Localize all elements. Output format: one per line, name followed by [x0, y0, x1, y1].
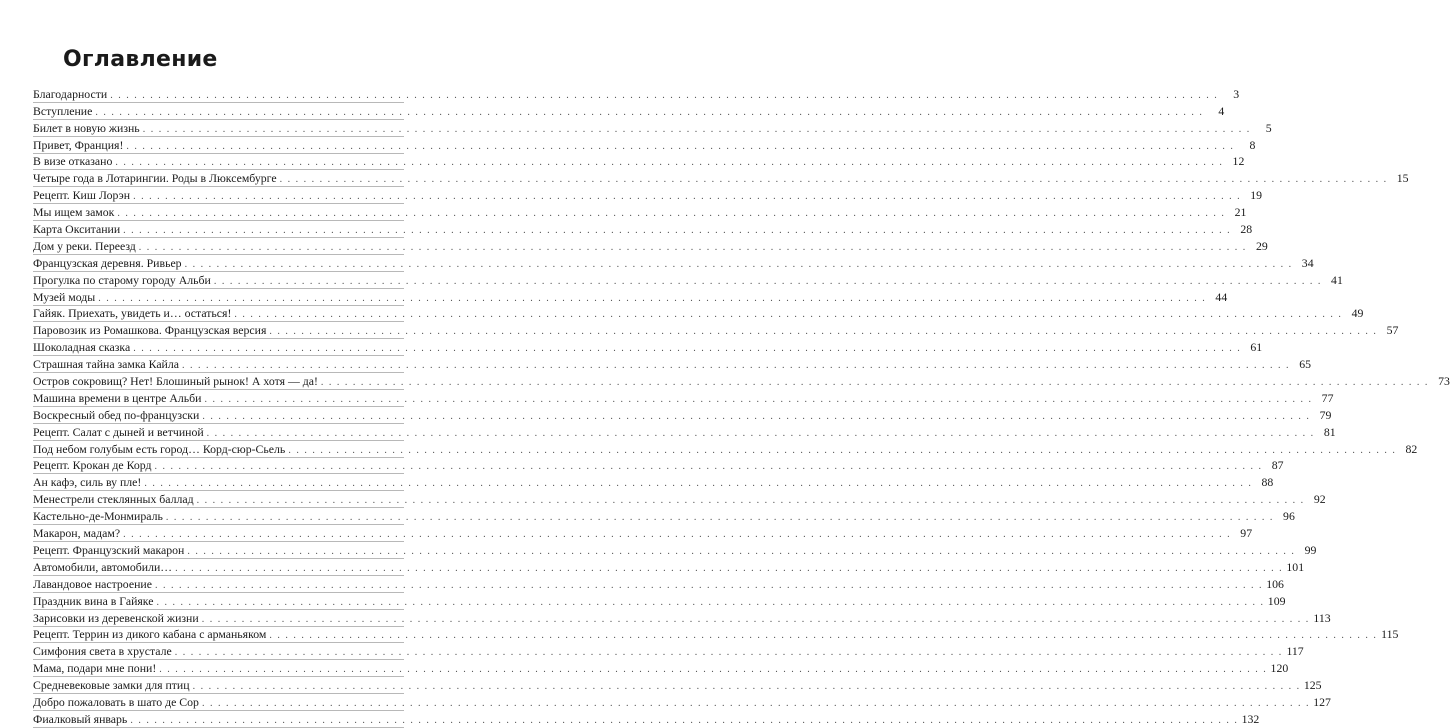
toc-entry-title: Праздник вина в Гайяке: [33, 593, 154, 608]
toc-entry-page: 92: [1313, 492, 1326, 507]
toc-entry-title: Добро пожаловать в шато де Сор: [33, 694, 199, 709]
toc-entry-title: Остров сокровищ? Нет! Блошиный рынок! А хотя — да!: [33, 374, 318, 389]
toc-leader-dots: [126, 140, 1234, 153]
toc-entry-title: Паровозик из Ромашкова. Французская версия: [33, 323, 267, 338]
toc-entry-page: 5: [1265, 120, 1272, 135]
toc-leader-dots: [280, 173, 1388, 186]
toc-leader-dots: [269, 325, 1377, 338]
toc-entry-title: Рецепт. Террин из дикого кабана с арманьяком: [33, 627, 267, 642]
toc-entry-page: 8: [1249, 137, 1256, 152]
toc-entry: [33, 204, 1247, 221]
toc-entry-title: Четыре года в Лотарингии. Роды в Люксембурге: [33, 171, 277, 186]
toc-entry-title: В визе отказано: [33, 154, 113, 169]
toc-entry: [33, 373, 1450, 390]
toc-entry-page: 44: [1215, 289, 1228, 304]
toc-leader-dots: [130, 714, 1238, 727]
toc-leader-dots: [139, 241, 1247, 254]
toc-entry-page: 65: [1299, 357, 1311, 372]
toc-leader-dots: [187, 545, 1295, 558]
toc-entry-page: 28: [1240, 222, 1253, 237]
toc-entry-title: Фиалковый январь: [33, 711, 128, 726]
toc-entry-page: 88: [1261, 475, 1274, 490]
toc-entry-page: 113: [1313, 610, 1331, 625]
toc-entry-page: 61: [1250, 340, 1263, 355]
toc-entry-page: 49: [1351, 306, 1364, 321]
toc-leader-dots: [166, 511, 1274, 524]
toc-entry-title: Под небом голубым есть город… Корд-сюр-Сьель: [33, 441, 286, 456]
toc-leader-dots: [155, 460, 1263, 473]
toc-entry-page: 73: [1438, 374, 1450, 389]
toc-entry: [33, 610, 1331, 627]
toc-entry-page: 15: [1396, 171, 1409, 186]
toc-leader-dots: [197, 494, 1305, 507]
toc-entry-page: 97: [1240, 526, 1253, 541]
toc-leader-dots: [110, 89, 1218, 102]
toc-leader-dots: [143, 123, 1251, 136]
toc-entry: [33, 525, 1253, 542]
toc-entry-title: Страшная тайна замка Кайла: [33, 357, 179, 372]
page-title: Оглавление: [63, 47, 218, 72]
toc-entry: [33, 677, 1322, 694]
toc-entry: [33, 593, 1286, 610]
toc-entry-page: 81: [1323, 424, 1336, 439]
toc-entry-page: 96: [1283, 509, 1295, 524]
toc-leader-dots: [269, 629, 1377, 642]
toc-entry-page: 34: [1301, 255, 1314, 270]
toc-entry-page: 117: [1286, 644, 1304, 659]
toc-leader-dots: [117, 207, 1225, 220]
toc-entry-title: Ан кафэ, силь ву пле!: [33, 475, 142, 490]
toc-entry-title: Прогулка по старому городу Альби: [33, 272, 211, 287]
toc-entry-page: 109: [1267, 593, 1286, 608]
toc-leader-dots: [133, 342, 1241, 355]
toc-entry: [33, 441, 1418, 458]
toc-entry-title: Кастельно-де-Монмираль: [33, 509, 163, 524]
toc-entry: [33, 103, 1225, 120]
toc-leader-dots: [202, 697, 1310, 710]
toc-entry: [33, 238, 1268, 255]
toc-entry-page: 3: [1233, 86, 1240, 101]
toc-entry: [33, 508, 1295, 525]
toc-entry-page: 106: [1266, 576, 1284, 591]
toc-entry-page: 19: [1250, 188, 1263, 203]
toc-entry-title: Воскресный обед по-французски: [33, 407, 200, 422]
toc-entry: [33, 306, 1364, 323]
toc-entry: [33, 643, 1304, 660]
toc-entry-title: Менестрели стеклянных баллад: [33, 492, 194, 507]
toc-entry: [33, 170, 1409, 187]
toc-leader-dots: [234, 308, 1342, 321]
toc-entry: [33, 255, 1314, 272]
toc-entry-title: Рецепт. Салат с дыней и ветчиной: [33, 424, 204, 439]
toc-entry-page: 21: [1234, 205, 1247, 220]
toc-leader-dots: [123, 224, 1231, 237]
toc-leader-dots: [202, 410, 1310, 423]
toc-leader-dots: [182, 359, 1290, 372]
toc-leader-dots: [133, 190, 1241, 203]
toc-entry: [33, 289, 1228, 306]
toc-entry-title: Средневековые замки для птиц: [33, 678, 190, 693]
toc-entry-page: 29: [1255, 238, 1268, 253]
toc-leader-dots: [175, 562, 1283, 575]
toc-entry-title: Карта Окситании: [33, 222, 121, 237]
toc-leader-dots: [214, 275, 1322, 288]
toc-entry-title: Вступление: [33, 103, 93, 118]
toc-entry-title: Лавандовое настроение: [33, 576, 152, 591]
toc-entry: [33, 491, 1326, 508]
toc-entry-page: 132: [1241, 711, 1260, 726]
toc-leader-dots: [115, 156, 1223, 169]
toc-entry: [33, 576, 1284, 593]
toc-entry-page: 101: [1286, 559, 1305, 574]
toc-entry-page: 57: [1386, 323, 1399, 338]
toc-entry-page: 125: [1303, 678, 1322, 693]
toc-entry: [33, 120, 1272, 137]
toc-entry-title: Билет в новую жизнь: [33, 120, 140, 135]
toc-entry-title: Привет, Франция!: [33, 137, 124, 152]
toc-entry-title: Машина времени в центре Альби: [33, 390, 202, 405]
toc-entry: [33, 390, 1334, 407]
toc-leader-dots: [144, 477, 1252, 490]
toc-entry: [33, 627, 1399, 644]
toc-entry: [33, 137, 1256, 154]
toc-entry-title: Французская деревня. Ривьер: [33, 255, 182, 270]
toc-entry-title: Рецепт. Киш Лорэн: [33, 188, 131, 203]
toc-entry-page: 79: [1319, 407, 1332, 422]
toc-leader-dots: [185, 258, 1293, 271]
toc-list: [33, 86, 1450, 728]
toc-leader-dots: [204, 393, 1312, 406]
toc-entry: [33, 272, 1343, 289]
toc-entry-page: 77: [1321, 390, 1334, 405]
toc-entry: [33, 694, 1331, 711]
toc-entry-page: 127: [1313, 694, 1331, 709]
toc-entry: [33, 322, 1399, 339]
toc-entry: [33, 86, 1240, 103]
toc-leader-dots: [321, 376, 1429, 389]
toc-entry-title: Благодарности: [33, 86, 108, 101]
toc-entry-title: Симфония света в хрустале: [33, 644, 172, 659]
toc-entry: [33, 458, 1284, 475]
toc-entry-page: 82: [1405, 441, 1418, 456]
toc-entry: [33, 542, 1317, 559]
toc-entry-title: Гайяк. Приехать, увидеть и… остаться!: [33, 306, 232, 321]
toc-entry: [33, 339, 1263, 356]
toc-leader-dots: [123, 528, 1231, 541]
toc-entry: [33, 660, 1289, 677]
toc-entry: [33, 407, 1332, 424]
toc-leader-dots: [159, 663, 1267, 676]
toc-entry-page: 115: [1381, 627, 1399, 642]
toc-entry-title: Автомобили, автомобили…: [33, 559, 173, 574]
toc-entry-title: Музей моды: [33, 289, 96, 304]
toc-entry: [33, 424, 1336, 441]
toc-leader-dots: [157, 596, 1265, 609]
toc-entry-page: 12: [1232, 154, 1245, 169]
toc-entry-title: Мы ищем замок: [33, 205, 115, 220]
toc-entry-title: Рецепт. Крокан де Корд: [33, 458, 152, 473]
toc-entry: [33, 221, 1253, 238]
toc-entry-page: 87: [1271, 458, 1284, 473]
toc-entry: [33, 711, 1260, 728]
toc-entry-page: 120: [1270, 661, 1289, 676]
toc-entry: [33, 187, 1263, 204]
toc-leader-dots: [202, 613, 1310, 626]
toc-entry-title: Макарон, мадам?: [33, 526, 121, 541]
toc-entry: [33, 474, 1274, 491]
toc-leader-dots: [98, 292, 1206, 305]
toc-entry-title: Зарисовки из деревенской жизни: [33, 610, 199, 625]
toc-leader-dots: [288, 444, 1396, 457]
toc-entry-page: 99: [1304, 542, 1317, 557]
toc-entry-title: Рецепт. Французский макарон: [33, 542, 185, 557]
toc-leader-dots: [155, 579, 1263, 592]
toc-entry: [33, 559, 1305, 576]
toc-entry-title: Дом у реки. Переезд: [33, 238, 136, 253]
toc-leader-dots: [175, 646, 1283, 659]
toc-leader-dots: [193, 680, 1301, 693]
toc-entry-page: 4: [1218, 103, 1225, 118]
toc-leader-dots: [95, 106, 1203, 119]
toc-entry-title: Мама, подари мне пони!: [33, 661, 157, 676]
toc-entry: [33, 154, 1245, 171]
toc-entry: [33, 356, 1311, 373]
toc-leader-dots: [207, 427, 1315, 440]
toc-entry-page: 41: [1331, 272, 1343, 287]
toc-entry-title: Шоколадная сказка: [33, 340, 131, 355]
